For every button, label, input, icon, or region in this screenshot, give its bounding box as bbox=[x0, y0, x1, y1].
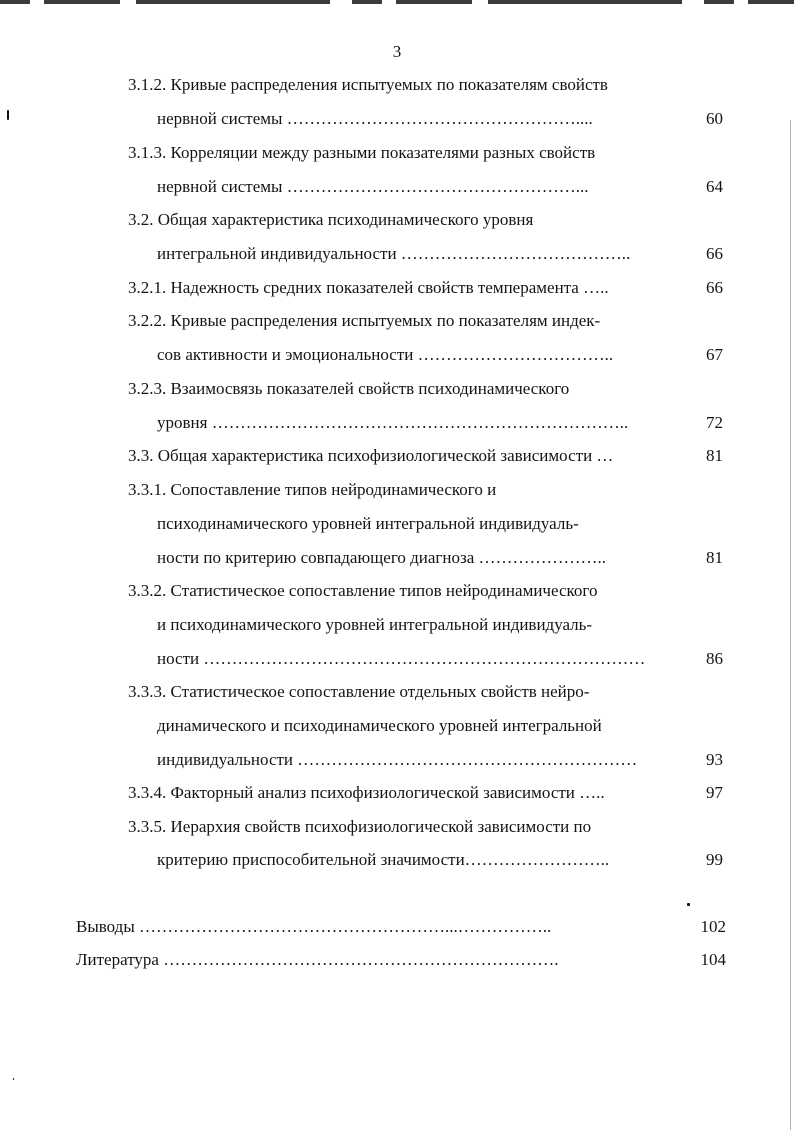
toc-entry-3-3-2-line-2: и психодинамического уровней интегральной индивидуаль- bbox=[157, 615, 593, 634]
toc-entry-3-2-2-page: 67 bbox=[706, 345, 723, 364]
toc-entry-3-3-3-line-3: индивидуальности …………………………………………………… bbox=[157, 750, 638, 769]
toc-entry-conclusions: Выводы ………………………………………………...…………….. bbox=[76, 917, 552, 936]
toc-entry-3-2-2-line-1: 3.2.2. Кривые распределения испытуемых по показателям индек- bbox=[128, 311, 601, 330]
toc-entry-3-2-page: 66 bbox=[706, 244, 723, 263]
toc-entry-3-3-1-line-1: 3.3.1. Сопоставление типов нейродинамического и bbox=[128, 480, 497, 499]
toc-entry-3-1-3-page: 64 bbox=[706, 177, 723, 196]
toc-entry-3-3-line-1: 3.3. Общая характеристика психофизиологической зависимости … bbox=[128, 446, 614, 465]
toc-entry-3-3-1-line-3: ности по критерию совпадающего диагноза ………………….. bbox=[157, 548, 606, 567]
toc-entry-3-3-1-page: 81 bbox=[706, 548, 723, 567]
toc-entry-3-1-3-line-1: 3.1.3. Корреляции между разными показателями разных свойств bbox=[128, 143, 596, 162]
toc-entry-3-3-4-page: 97 bbox=[706, 783, 723, 802]
toc-entry-3-1-2-page: 60 bbox=[706, 109, 723, 128]
toc-entry-3-1-3-line-2: нервной системы ……………………………………………... bbox=[157, 177, 589, 196]
toc-entry-3-3-page: 81 bbox=[706, 446, 723, 465]
toc-entry-3-1-2-line-1: 3.1.2. Кривые распределения испытуемых по показателям свойств bbox=[128, 75, 608, 94]
toc-entry-3-2-3-line-2: уровня ……………………………………………………………….. bbox=[157, 413, 629, 432]
toc-entry-3-2-line-1: 3.2. Общая характеристика психодинамического уровня bbox=[128, 210, 534, 229]
toc-entry-3-2-3-page: 72 bbox=[706, 413, 723, 432]
toc-entry-3-3-1-line-2: психодинамического уровней интегральной индивидуаль- bbox=[157, 514, 579, 533]
toc-entry-3-3-3-line-2: динамического и психодинамического уровней интегральной bbox=[157, 716, 602, 735]
toc-entry-3-2-1-line-1: 3.2.1. Надежность средних показателей свойств темперамента ….. bbox=[128, 278, 609, 297]
toc-entry-3-3-5-line-1: 3.3.5. Иерархия свойств психофизиологической зависимости по bbox=[128, 817, 592, 836]
toc-entry-3-2-line-2: интегральной индивидуальности ………………………………….. bbox=[157, 244, 631, 263]
toc-entry-3-3-4-line-1: 3.3.4. Факторный анализ психофизиологической зависимости ….. bbox=[128, 783, 605, 802]
toc-entry-literature-page: 104 bbox=[700, 950, 726, 969]
toc-entry-literature: Литература ……………………………………………………………. bbox=[76, 950, 559, 969]
toc-entry-3-3-2-page: 86 bbox=[706, 649, 723, 668]
toc-entry-3-3-3-page: 93 bbox=[706, 750, 723, 769]
toc-entry-3-3-5-page: 99 bbox=[706, 850, 723, 869]
toc-entry-3-2-2-line-2: сов активности и эмоциональности …………………………….. bbox=[157, 345, 614, 364]
toc-entry-3-2-3-line-1: 3.2.3. Взаимосвязь показателей свойств психодинамического bbox=[128, 379, 570, 398]
toc-entry-3-3-2-line-1: 3.3.2. Статистическое сопоставление типов нейродинамического bbox=[128, 581, 598, 600]
toc-entry-3-3-2-line-3: ности …………………………………………………………………… bbox=[157, 649, 646, 668]
toc-entry-3-3-3-line-1: 3.3.3. Статистическое сопоставление отдельных свойств нейро- bbox=[128, 682, 590, 701]
toc-entry-3-3-5-line-2: критерию приспособительной значимости…………………….. bbox=[157, 850, 610, 869]
page-number: 3 bbox=[392, 42, 402, 61]
toc-entry-conclusions-page: 102 bbox=[700, 917, 726, 936]
toc-entry-3-1-2-line-2: нервной системы …………………………………………….... bbox=[157, 109, 593, 128]
toc-entry-3-2-1-page: 66 bbox=[706, 278, 723, 297]
